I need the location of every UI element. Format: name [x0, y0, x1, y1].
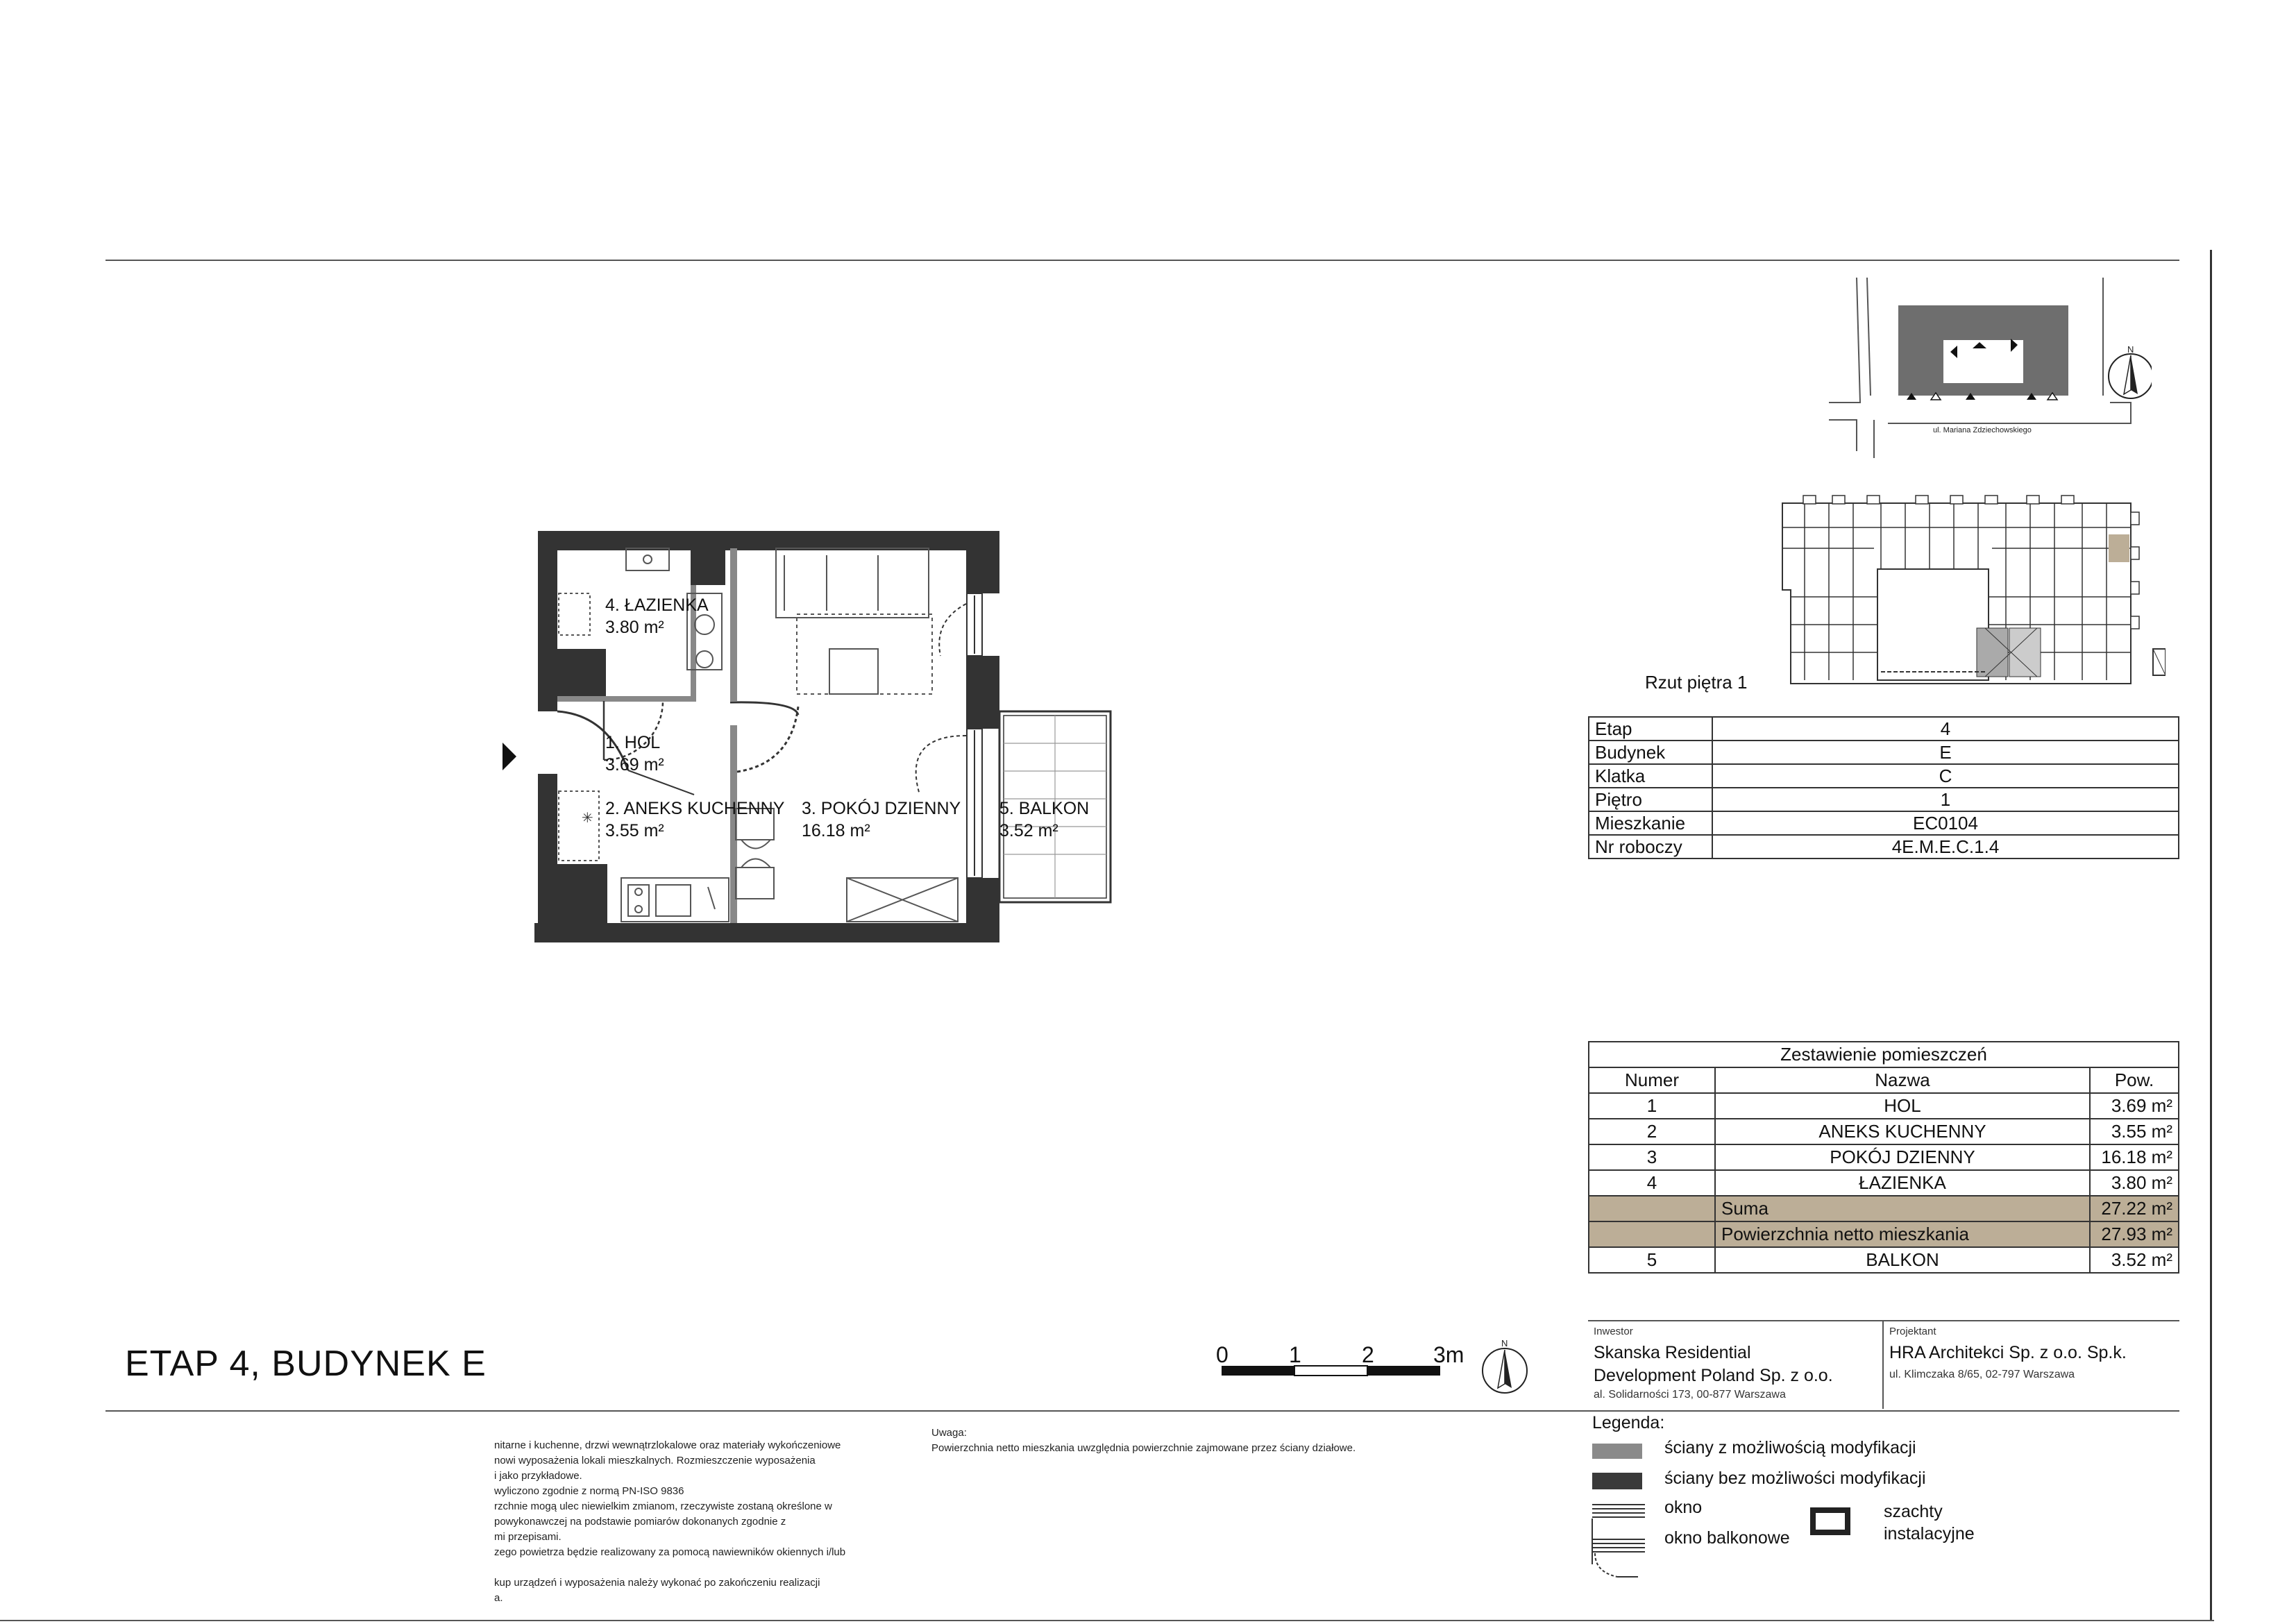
room-area-lazienka: 3.80 m²: [605, 618, 664, 637]
room-label-balkon: 5. BALKON: [999, 799, 1090, 818]
col-header-area: Pow.: [2090, 1067, 2179, 1093]
info-value: 4: [1712, 717, 2179, 741]
info-row: [1589, 717, 2179, 741]
room-name: HOL: [1715, 1093, 2090, 1119]
designer-name: HRA Architekci Sp. z o.o. Sp.k.: [1889, 1343, 2127, 1362]
note-line: nitarne i kuchenne, drzwi wewnątrzlokalowe oraz materiały wykończeniowe: [494, 1439, 841, 1451]
table-row: [1589, 1247, 2179, 1273]
info-value: EC0104: [1712, 811, 2179, 835]
note-line: rzchnie mogą ulec niewielkim zmianom, rzeczywiste zostaną określone w: [494, 1500, 832, 1512]
scale-label-2: 2: [1362, 1342, 1374, 1367]
apartment-info-table: [1588, 716, 2179, 859]
info-row: [1589, 764, 2179, 788]
notes-left: [494, 1438, 845, 1606]
info-label: Piętro: [1589, 788, 1712, 811]
table-row: [1589, 1170, 2179, 1196]
page-title: ETAP 4, BUDYNEK E: [125, 1344, 487, 1384]
room-area-pokoj: 16.18 m²: [802, 821, 870, 840]
legend-window: okno: [1664, 1498, 1703, 1517]
legend-walls-nomod: ściany bez możliwości modyfikacji: [1664, 1469, 1926, 1488]
window-icon: [1589, 1499, 1652, 1582]
rooms-table-title: Zestawienie pomieszczeń: [1589, 1042, 2179, 1067]
room-label-aneks: 2. ANEKS KUCHENNY: [605, 799, 785, 818]
room-area-balkon: 3.52 m²: [999, 821, 1058, 840]
svg-text:✳: ✳: [582, 811, 593, 826]
uwaga-title: Uwaga:: [931, 1427, 967, 1439]
designer-address: ul. Klimczaka 8/65, 02-797 Warszawa: [1889, 1369, 2075, 1380]
shaft-icon: [1810, 1507, 1850, 1535]
room-area: 3.80 m²: [2090, 1170, 2179, 1196]
page-bottom-line: [0, 1620, 2214, 1621]
room-number: 2: [1589, 1119, 1715, 1144]
room-area: 3.52 m²: [2090, 1247, 2179, 1273]
room-label-pokoj: 3. POKÓJ DZIENNY: [802, 799, 961, 818]
note-line: wyliczono zgodnie z normą PN-ISO 9836: [494, 1485, 684, 1497]
legend-swatch-walls-nomod: [1592, 1473, 1642, 1489]
room-number: 5: [1589, 1247, 1715, 1273]
uwaga-text: Powierzchnia netto mieszkania uwzględnia powierzchnie zajmowane przez ściany działowe.: [931, 1442, 1356, 1454]
col-header-number: Numer: [1589, 1067, 1715, 1093]
note-line: nowi wyposażenia lokali mieszkalnych. Rozmieszczenie wyposażenia: [494, 1455, 816, 1466]
note-line: kup urządzeń i wyposażenia należy wykonać po zakończeniu realizacji: [494, 1577, 820, 1589]
legend-title: Legenda:: [1592, 1413, 1665, 1432]
info-label: Klatka: [1589, 764, 1712, 788]
room-name: BALKON: [1715, 1247, 2090, 1273]
info-value: E: [1712, 741, 2179, 764]
legend-walls-mod: ściany z możliwością modyfikacji: [1664, 1438, 1916, 1457]
north-arrow-icon: [1483, 1338, 1527, 1393]
legend-balcony-window: okno balkonowe: [1664, 1528, 1790, 1548]
svg-text:N: N: [2127, 344, 2134, 355]
room-number: 4: [1589, 1170, 1715, 1196]
info-label: Mieszkanie: [1589, 811, 1712, 835]
info-label: Etap: [1589, 717, 1712, 741]
entrance-arrow-icon: [503, 743, 516, 770]
room-name: POKÓJ DZIENNY: [1715, 1144, 2090, 1170]
note-line: zego powietrza będzie realizowany za pomocą nawiewników okiennych i/lub: [494, 1546, 846, 1558]
info-value: C: [1712, 764, 2179, 788]
designer-label: Projektant: [1889, 1326, 1936, 1337]
info-value: 1: [1712, 788, 2179, 811]
scale-bar: [1208, 1333, 1534, 1402]
net-area-row: [1589, 1221, 2179, 1247]
investor-box: [1588, 1320, 1884, 1409]
table-row: [1589, 1144, 2179, 1170]
investor-name-line1: Skanska Residential: [1594, 1343, 1751, 1362]
site-plan-street-label: ul. Mariana Zdziechowskiego: [1933, 426, 2032, 434]
sum-label: Suma: [1715, 1196, 2090, 1221]
note-line: a.: [494, 1592, 503, 1604]
room-label-lazienka: 4. ŁAZIENKA: [605, 595, 709, 615]
info-label: Nr roboczy: [1589, 835, 1712, 858]
note-line: [494, 1560, 845, 1575]
room-area-hol: 3.69 m²: [605, 755, 664, 775]
investor-address: al. Solidarności 173, 00-877 Warszawa: [1594, 1389, 1786, 1401]
net-area-value: 27.93 m²: [2090, 1221, 2179, 1247]
right-border-line: [2210, 250, 2212, 1620]
investor-name-line2: Development Poland Sp. z o.o.: [1594, 1366, 1833, 1385]
top-border-line: [105, 260, 2179, 261]
room-area: 16.18 m²: [2090, 1144, 2179, 1170]
scale-label-1: 1: [1289, 1342, 1301, 1367]
table-row: [1589, 1119, 2179, 1144]
room-area: 3.55 m²: [2090, 1119, 2179, 1144]
svg-text:N: N: [1501, 1338, 1508, 1348]
floor-overview-plan: [1777, 493, 2166, 694]
info-value: 4E.M.E.C.1.4: [1712, 835, 2179, 858]
bottom-divider-line: [105, 1410, 2179, 1412]
room-label-hol: 1. HOL: [605, 733, 661, 752]
room-area-aneks: 3.55 m²: [605, 821, 664, 840]
table-row: [1589, 1093, 2179, 1119]
legend-swatch-walls-mod: [1592, 1444, 1642, 1459]
legend-shafts-line1: szachty: [1884, 1502, 1943, 1521]
info-label: Budynek: [1589, 741, 1712, 764]
rooms-summary-table: [1588, 1041, 2179, 1274]
highlighted-apartment-marker: [2109, 534, 2129, 562]
room-number: 1: [1589, 1093, 1715, 1119]
site-plan-map: [1818, 271, 2152, 458]
room-number: 3: [1589, 1144, 1715, 1170]
room-name: ANEKS KUCHENNY: [1715, 1119, 2090, 1144]
scale-label-3: 3m: [1433, 1342, 1464, 1367]
col-header-name: Nazwa: [1715, 1067, 2090, 1093]
net-area-label: Powierzchnia netto mieszkania: [1715, 1221, 2090, 1247]
investor-label: Inwestor: [1594, 1326, 1633, 1337]
info-row: [1589, 788, 2179, 811]
info-row: [1589, 741, 2179, 764]
sum-row: [1589, 1196, 2179, 1221]
scale-label-0: 0: [1216, 1342, 1229, 1367]
note-line: mi przepisami.: [494, 1531, 562, 1543]
room-name: ŁAZIENKA: [1715, 1170, 2090, 1196]
sum-area: 27.22 m²: [2090, 1196, 2179, 1221]
legend-shafts-line2: instalacyjne: [1884, 1524, 1975, 1543]
note-line: i jako przykładowe.: [494, 1470, 582, 1482]
notes-uwaga: [931, 1426, 1356, 1456]
room-area: 3.69 m²: [2090, 1093, 2179, 1119]
info-row: [1589, 811, 2179, 835]
apartment-floor-plan: [486, 521, 1124, 951]
site-north-arrow-icon: [2109, 344, 2152, 398]
info-row: [1589, 835, 2179, 858]
note-line: powykonawczej na podstawie pomiarów dokonanych zgodnie z: [494, 1516, 786, 1528]
designer-box: [1884, 1320, 2179, 1409]
floor-overview-caption: Rzut piętra 1: [1645, 672, 1748, 693]
